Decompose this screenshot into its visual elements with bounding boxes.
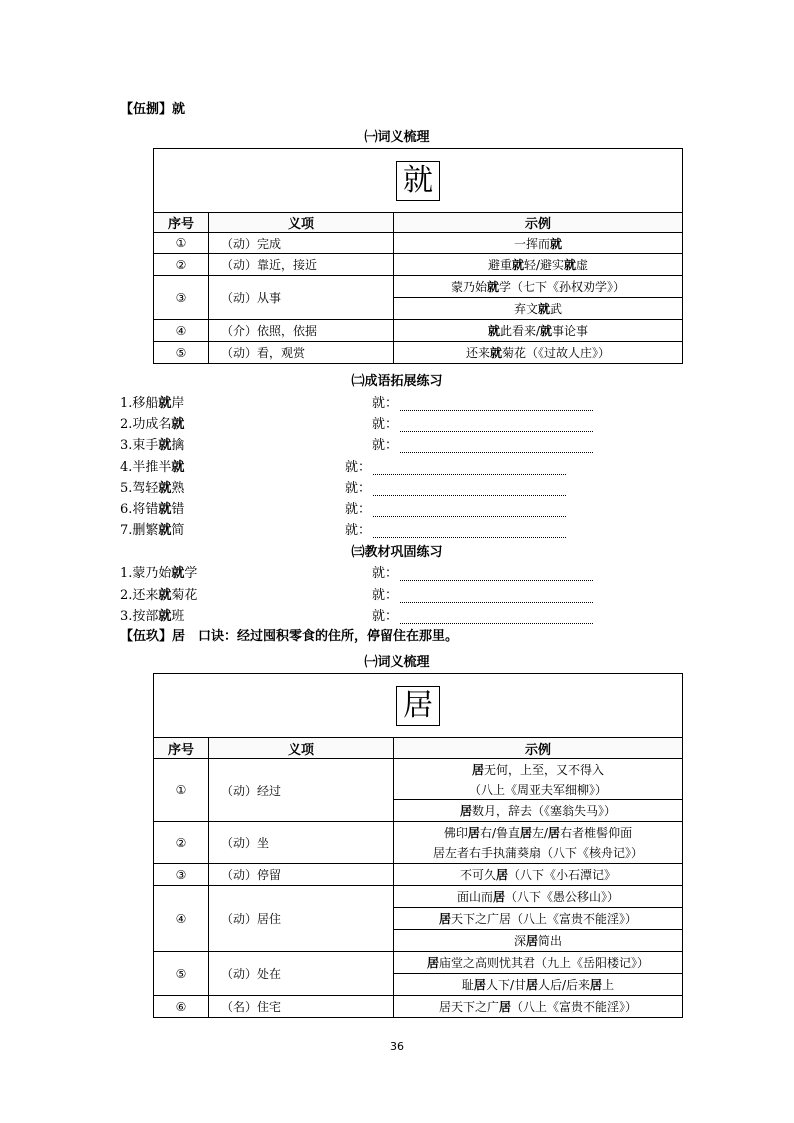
example-text: 虚	[576, 258, 589, 272]
idiom-answer[interactable]: 就：	[345, 519, 566, 538]
row-example	[394, 298, 683, 320]
row-meaning: （动）处在	[209, 952, 394, 996]
example-text: 左/	[532, 825, 549, 840]
example-text: 面山而	[456, 890, 493, 904]
row-example	[394, 822, 683, 843]
target-char: 居	[519, 825, 532, 840]
row-meaning: （动）从事	[209, 276, 394, 320]
subheading-idiom-practice: ㈡成语拓展练习	[351, 374, 443, 389]
target-char: 就	[486, 280, 499, 294]
row-example	[394, 886, 683, 908]
target-char: 居	[525, 934, 538, 948]
col-header-meaning: 义项	[209, 213, 394, 233]
row-meaning: （动）居住	[209, 886, 394, 952]
target-char: 居	[492, 890, 505, 904]
row-meaning: （动）坐	[209, 822, 394, 864]
example-text: 事论事	[552, 324, 589, 338]
textbook-item: 2.还来就菊花	[120, 588, 198, 603]
row-example	[394, 952, 683, 974]
idiom-answer[interactable]: 就：	[345, 456, 566, 475]
subheading-meanings-jiu: ㈠词义梳理	[364, 130, 430, 145]
example-text: （八下《愚公移山》）	[505, 890, 620, 904]
example-text: 庙堂之高则忧其君（九上《岳阳楼记》）	[439, 956, 650, 970]
row-example	[394, 780, 683, 800]
idiom-item: 1.移船就岸	[120, 396, 185, 411]
idiom-item: 6.将错就错	[120, 502, 185, 517]
char-cell	[154, 674, 683, 738]
target-char: 就	[511, 258, 524, 272]
page-number: 36	[390, 1040, 404, 1053]
textbook-answer[interactable]: 就：	[372, 605, 593, 624]
col-header-example: 示例	[394, 738, 683, 759]
example-text: 轻/避实	[523, 258, 565, 272]
subheading-textbook-practice: ㈢教材巩固练习	[351, 545, 443, 560]
example-text: 无何，上至，又不得入	[484, 762, 605, 777]
idiom-answer[interactable]: 就：	[345, 477, 566, 496]
headword-char: 就	[396, 161, 440, 201]
row-number: ①	[154, 759, 209, 822]
section-heading-jiu: 【伍捌】就	[120, 102, 186, 117]
target-char: 就	[489, 346, 502, 360]
row-meaning: （动）靠近，接近	[209, 254, 394, 276]
example-text: 居左者右手执蒲葵扇（八下《核舟记》）	[432, 846, 643, 861]
row-example	[394, 843, 683, 864]
row-number: ③	[154, 864, 209, 886]
row-number: ①	[154, 233, 209, 254]
idiom-answer[interactable]: 就：	[372, 392, 593, 411]
example-text: 避重	[487, 258, 512, 272]
row-example	[394, 864, 683, 886]
example-text: 简出	[538, 934, 563, 948]
target-char: 居	[548, 825, 561, 840]
row-meaning: （名）住宅	[209, 996, 394, 1018]
row-example	[394, 342, 683, 364]
row-number: ②	[154, 254, 209, 276]
textbook-item: 1.蒙乃始就学	[120, 566, 198, 581]
idiom-item: 2.功成名就	[120, 417, 185, 432]
idiom-answer[interactable]: 就：	[345, 498, 566, 517]
row-meaning: （动）完成	[209, 233, 394, 254]
row-meaning: （动）停留	[209, 864, 394, 886]
target-char: 居	[495, 868, 508, 882]
row-meaning: （动）看，观赏	[209, 342, 394, 364]
idiom-item: 4.半推半就	[120, 460, 185, 475]
row-example	[394, 908, 683, 930]
row-number: ②	[154, 822, 209, 864]
example-text: 不可久	[459, 868, 496, 882]
row-example	[394, 276, 683, 298]
row-meaning: （介）依照，依据	[209, 320, 394, 342]
textbook-answer[interactable]: 就：	[372, 584, 593, 603]
row-example	[394, 996, 683, 1018]
row-example	[394, 759, 683, 780]
row-number: ④	[154, 886, 209, 952]
example-text: 学（七下《孙权劝学》）	[499, 280, 626, 294]
idiom-item: 7.删繁就简	[120, 523, 185, 538]
target-char: 居	[471, 762, 484, 777]
section-heading-ju: 【伍玖】居 口诀：经过囤积零食的住所，停留住在那里。	[120, 629, 459, 644]
example-text: 居天下之广	[438, 1000, 499, 1014]
row-example	[394, 974, 683, 996]
meaning-table-ju	[153, 673, 683, 1018]
row-number: ④	[154, 320, 209, 342]
target-char: 就	[540, 324, 553, 338]
example-text: 人后/后来	[538, 978, 591, 992]
idiom-item: 5.驾轻就熟	[120, 481, 185, 496]
example-text: （八上《周亚夫军细柳》）	[468, 782, 607, 797]
meaning-table-jiu	[153, 148, 683, 364]
target-char: 就	[487, 324, 500, 338]
col-header-number: 序号	[154, 213, 209, 233]
target-char: 居	[467, 825, 480, 840]
target-char: 就	[550, 236, 563, 251]
col-header-number: 序号	[154, 738, 209, 759]
col-header-example: 示例	[394, 213, 683, 233]
target-char: 居	[525, 978, 538, 992]
row-example	[394, 320, 683, 342]
example-text: 菊花（《过故人庄》）	[502, 346, 611, 360]
row-example	[394, 233, 683, 254]
row-number: ⑤	[154, 342, 209, 364]
textbook-answer[interactable]: 就：	[372, 562, 593, 581]
row-number: ⑥	[154, 996, 209, 1018]
example-text: 右/鲁直	[479, 825, 520, 840]
example-text: 蒙乃始	[450, 280, 487, 294]
row-meaning: （动）经过	[209, 759, 394, 822]
row-example	[394, 254, 683, 276]
example-text: 佛印	[443, 825, 468, 840]
row-example	[394, 930, 683, 952]
target-char: 居	[459, 804, 472, 818]
example-text: 深	[513, 934, 526, 948]
example-text: 右者椎髻仰面	[560, 825, 633, 840]
idiom-item: 3.束手就擒	[120, 438, 185, 453]
row-number: ③	[154, 276, 209, 320]
target-char: 居	[473, 978, 486, 992]
example-text: 天下之广居（八上《富贵不能淫》）	[451, 912, 638, 926]
example-text: 上	[602, 978, 615, 992]
target-char: 居	[590, 978, 603, 992]
row-number: ⑤	[154, 952, 209, 996]
target-char: 居	[426, 956, 439, 970]
example-text: 弃文	[513, 302, 538, 316]
example-text: （八下《小石潭记》	[508, 868, 617, 882]
char-cell	[154, 149, 683, 213]
headword-char: 居	[396, 686, 440, 726]
idiom-answer[interactable]: 就：	[372, 413, 593, 432]
textbook-item: 3.按部就班	[120, 609, 185, 624]
target-char: 居	[438, 912, 451, 926]
example-text: 一挥而	[513, 236, 550, 251]
example-text: 数月，辞去（《塞翁失马》）	[472, 804, 617, 818]
target-char: 就	[564, 258, 577, 272]
example-text: 此看来/	[499, 324, 541, 338]
idiom-answer[interactable]: 就：	[372, 434, 593, 453]
target-char: 居	[498, 1000, 511, 1014]
row-example	[394, 800, 683, 822]
col-header-meaning: 义项	[209, 738, 394, 759]
example-text: 人下/甘	[485, 978, 526, 992]
example-text: 耻	[461, 978, 474, 992]
example-text: 还来	[465, 346, 490, 360]
target-char: 就	[537, 302, 550, 316]
subheading-meanings-ju: ㈠词义梳理	[364, 655, 430, 670]
example-text: 武	[550, 302, 563, 316]
example-text: （八上《富贵不能淫》）	[511, 1000, 638, 1014]
